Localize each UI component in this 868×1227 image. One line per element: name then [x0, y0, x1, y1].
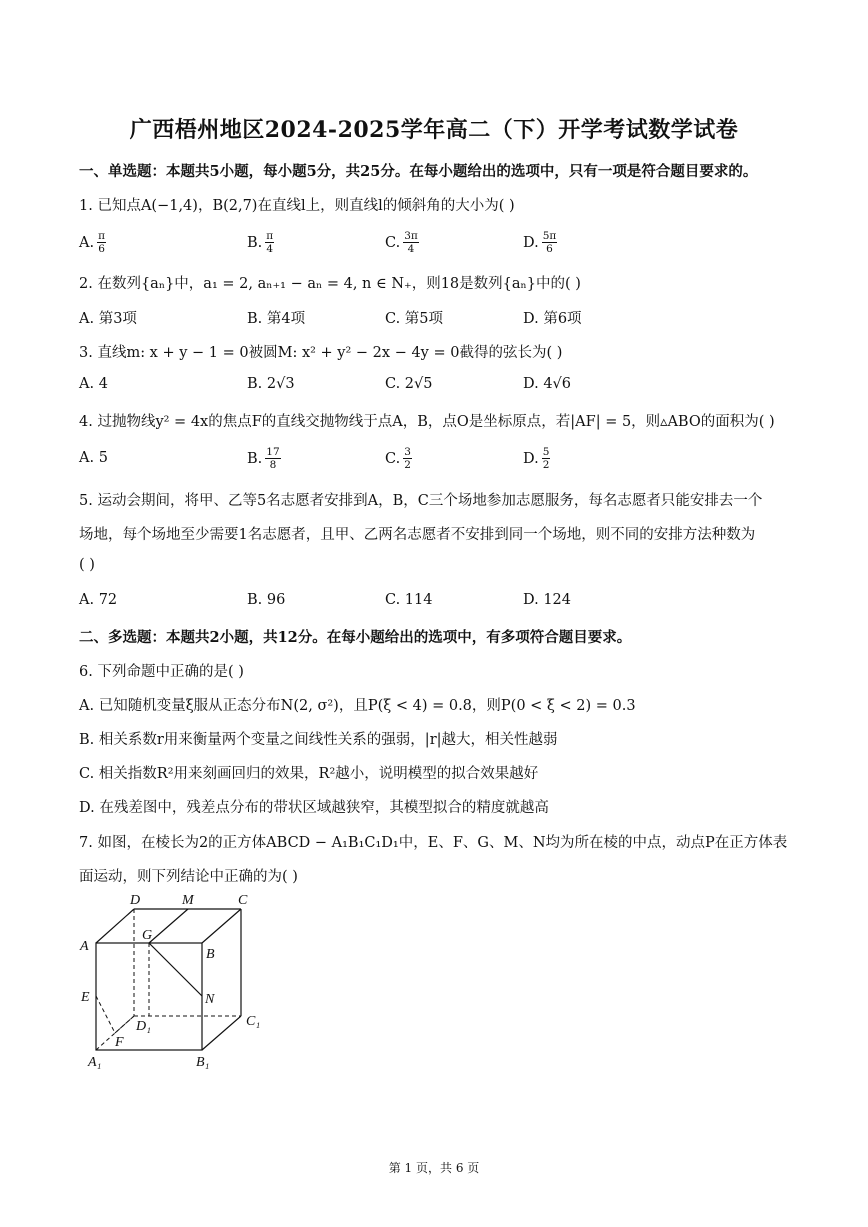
edge-a-d	[96, 909, 134, 943]
question-6-option-a: A. 已知随机变量ξ服从正态分布N(2, σ²)，且P(ξ < 4) = 0.8，则P(0 < ξ < 2) = 0.3	[79, 698, 636, 714]
fraction: $\frac{5\pi}{6}$	[542, 230, 557, 255]
fraction: $\frac{17}{8}$	[266, 446, 280, 471]
option-b: B. 第4项	[247, 311, 306, 327]
option-d: D. $\frac{5\pi}{6}$	[523, 230, 557, 255]
question-5-options	[79, 592, 799, 618]
edge-b-c	[202, 909, 241, 943]
option-b: B. 2√3	[247, 376, 295, 392]
label-c: C	[238, 893, 248, 908]
option-d: D. $\frac{5}{2}$	[523, 446, 550, 471]
question-4-stem: 4. 过抛物线y² = 4x的焦点F的直线交抛物线于点A，B，点O是坐标原点，若|AF| = 5，则▵ABO的面积为( )	[79, 414, 775, 430]
question-6-option-d: D. 在残差图中，残差点分布的带状区域越狭窄，其模型拟合的精度就越高	[79, 800, 549, 816]
option-d: D. 4√6	[523, 376, 572, 392]
label-n: N	[205, 992, 215, 1007]
question-5-line-1: 5. 运动会期间，将甲、乙等5名志愿者安排到A，B，C三个场地参加志愿服务，每名志愿者只能安排去一个	[79, 493, 763, 509]
option-a: A. 72	[79, 592, 118, 608]
question-2-stem: 2. 在数列{aₙ}中，a₁ = 2, aₙ₊₁ − aₙ = 4, n ∈ N₊，则18是数列{aₙ}中的( )	[79, 276, 581, 292]
edge-b1-c1	[202, 1016, 241, 1050]
question-1-options	[79, 230, 799, 256]
option-b: B. $\frac{\pi}{4}$	[247, 230, 274, 255]
label-b: B	[206, 947, 215, 962]
option-d: D. 第6项	[523, 311, 582, 327]
label-d1: D₁	[136, 1019, 151, 1034]
option-b: B. $\frac{17}{8}$	[247, 446, 280, 471]
option-a: A. 4	[79, 376, 108, 392]
segment-g-n	[149, 943, 202, 996]
option-c: C. 第5项	[385, 311, 444, 327]
label-m: M	[182, 893, 194, 908]
question-6-stem: 6. 下列命题中正确的是( )	[79, 664, 244, 680]
segment-g-m	[149, 909, 188, 943]
label-g: G	[142, 928, 153, 943]
option-a: A. $\frac{\pi}{6}$	[79, 230, 105, 255]
cube-figure	[78, 888, 278, 1070]
page-title: 广西梧州地区2024-2025学年高二（下）开学考试数学试卷	[129, 117, 739, 143]
section-multi-choice: 二、多选题：本题共2小题，共12分。在每小题给出的选项中，有多项符合题目要求。	[79, 629, 632, 646]
option-a: A. 第3项	[79, 311, 137, 327]
option-a: A. 5	[79, 450, 108, 466]
fraction: $\frac{\pi}{6}$	[98, 230, 105, 255]
option-c: C. 2√5	[385, 376, 433, 392]
option-d: D. 124	[523, 592, 572, 608]
question-5-line-3: ( )	[79, 557, 95, 573]
option-c: C. $\frac{3}{2}$	[385, 446, 411, 471]
option-b: B. 96	[247, 592, 286, 608]
label-b1: B₁	[196, 1055, 210, 1070]
question-5-line-2: 场地，每个场地至少需要1名志愿者，且甲、乙两名志愿者不安排到同一个场地，则不同的安排方法种数为	[79, 527, 756, 543]
option-c: C. $\frac{3\pi}{4}$	[385, 230, 418, 255]
section-single-choice: 一、单选题：本题共5小题，每小题5分，共25分。在每小题给出的选项中，只有一项是符合题目要求的。	[79, 163, 758, 180]
hidden-segment-e-f	[96, 996, 115, 1033]
page-footer: 第 1 页，共 6 页	[388, 1161, 480, 1175]
fraction: $\frac{3\pi}{4}$	[404, 230, 418, 255]
fraction: $\frac{5}{2}$	[542, 446, 550, 471]
question-3-options	[79, 376, 799, 402]
fraction: $\frac{\pi}{4}$	[266, 230, 274, 255]
question-6-option-c: C. 相关指数R²用来刻画回归的效果，R²越小，说明模型的拟合效果越好	[79, 766, 539, 782]
question-7-line-2: 面运动，则下列结论中正确的为( )	[79, 869, 298, 885]
question-3-stem: 3. 直线m: x + y − 1 = 0被圆M: x² + y² − 2x − 4y = 0截得的弦长为( )	[79, 345, 563, 361]
question-1-stem: 1. 已知点A(−1,4)，B(2,7)在直线l上，则直线l的倾斜角的大小为( )	[79, 198, 515, 214]
question-6-option-b: B. 相关系数r用来衡量两个变量之间线性关系的强弱，|r|越大，相关性越弱	[79, 732, 558, 748]
fraction: $\frac{3}{2}$	[404, 446, 411, 471]
question-4-options	[79, 446, 799, 472]
label-c1: C₁	[246, 1014, 261, 1029]
label-a: A	[80, 939, 89, 954]
label-f: F	[115, 1035, 124, 1050]
option-c: C. 114	[385, 592, 433, 608]
question-2-options	[79, 307, 799, 333]
label-a1: A₁	[88, 1055, 102, 1070]
label-d: D	[130, 893, 141, 908]
label-e: E	[81, 990, 90, 1005]
question-7-line-1: 7. 如图，在棱长为2的正方体ABCD − A₁B₁C₁D₁中，E、F、G、M、N均为所在棱的中点，动点P在正方体表	[79, 835, 788, 851]
